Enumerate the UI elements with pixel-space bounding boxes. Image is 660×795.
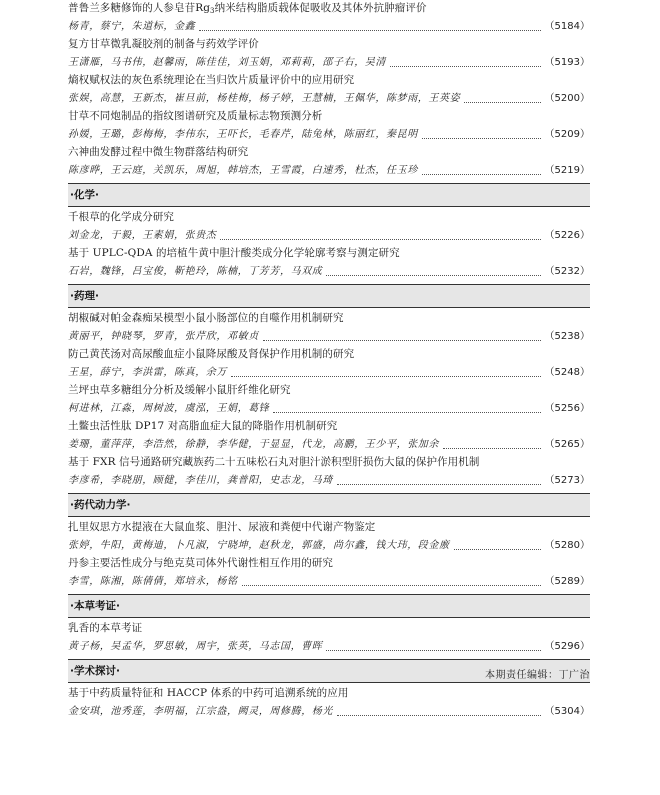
subscript: 3	[210, 7, 215, 15]
dot-leader	[326, 649, 540, 651]
article-title[interactable]: 乳香的本草考证	[68, 622, 143, 634]
byline	[68, 125, 590, 144]
page-number[interactable]: （5289）	[544, 576, 590, 587]
article-title-rest: 纳米结构脂质载体促吸收及其体外抗肿瘤评价	[214, 2, 427, 14]
authors: 杨青，蔡宁，朱道标，金鑫	[68, 21, 196, 32]
section-header: ·药代动力学·	[68, 493, 590, 517]
toc-entry[interactable]	[68, 108, 590, 144]
page-number[interactable]: （5248）	[544, 367, 590, 378]
authors: 李彦希，李晓朋，顾健，李佳川，龚普阳，史志龙，马琦	[68, 475, 333, 486]
article-title[interactable]: 千根草的化学成分研究	[68, 211, 174, 223]
dot-leader	[326, 274, 540, 276]
toc-entry[interactable]	[68, 209, 590, 245]
toc-entry[interactable]	[68, 245, 590, 281]
page-number[interactable]: （5273）	[544, 475, 590, 486]
section-header: ·药理·	[68, 284, 590, 308]
section-header: ·学术探讨·	[68, 659, 590, 683]
article-title[interactable]: 扎里奴思方水提液在大鼠血浆、胆汁、尿液和粪便中代谢产物鉴定	[68, 521, 376, 533]
toc-entry[interactable]	[68, 382, 590, 418]
authors: 石岩，魏锋，吕宝俊，靳艳玲，陈楠，丁芳芳，马双成	[68, 266, 323, 277]
authors: 金安琪，池秀莲，李明福，江宗盎，阙灵，周修腾，杨光	[68, 706, 333, 717]
dot-leader	[273, 411, 540, 413]
table-of-contents	[68, 0, 590, 721]
article-title-text: 普鲁兰多糖修饰的人参皂苷	[68, 2, 196, 14]
byline	[68, 226, 590, 245]
toc-entry[interactable]	[68, 454, 590, 490]
article-title[interactable]: 六神曲发酵过程中微生物群落结构研究	[68, 146, 249, 158]
byline	[68, 17, 590, 36]
dot-leader	[199, 29, 540, 31]
byline	[68, 399, 590, 418]
byline	[68, 89, 590, 108]
page-number[interactable]: （5280）	[544, 540, 590, 551]
toc-entry[interactable]	[68, 346, 590, 382]
toc-entry[interactable]	[68, 555, 590, 591]
article-title[interactable]: 基于 FXR 信号通路研究藏族药二十五味松石丸对胆汁淤积型肝损伤大鼠的保护作用机制	[68, 456, 480, 468]
section-header: ·本草考证·	[68, 594, 590, 618]
article-title[interactable]: 土鳖虫活性肽 DP17 对高脂血症大鼠的降脂作用机制研究	[68, 420, 338, 432]
authors: 李雪，陈湘，陈倩倩，郑培永，杨铭	[68, 576, 238, 587]
byline	[68, 262, 590, 281]
authors: 刘金龙，于毅，王素娟，张贵杰	[68, 230, 217, 241]
page-number[interactable]: （5304）	[544, 706, 590, 717]
toc-entry[interactable]	[68, 685, 590, 721]
byline	[68, 702, 590, 721]
byline	[68, 471, 590, 490]
toc-entry[interactable]	[68, 519, 590, 555]
authors: 孙媛，王璐，彭梅梅，李伟东，王吓长，毛春芹，陆兔林，陈丽红，秦昆明	[68, 129, 418, 140]
dot-leader	[220, 238, 540, 240]
toc-entry[interactable]	[68, 418, 590, 454]
dot-leader	[337, 483, 541, 485]
byline	[68, 53, 590, 72]
dot-leader	[443, 447, 541, 449]
article-title[interactable]: 兰坪虫草多糖组分分析及缓解小鼠肝纤维化研究	[68, 384, 291, 396]
dot-leader	[242, 584, 541, 586]
authors: 张婷，牛阳，黄梅迪，卜凡淑，宁晓坤，赵秋龙，郭盛，尚尔鑫，钱大玮，段金廒	[68, 540, 450, 551]
authors: 王潇雁，马书伟，赵馨雨，陈佳佳，刘玉娟，邓莉莉，邵子右，吴清	[68, 57, 386, 68]
page-number[interactable]: （5296）	[544, 641, 590, 652]
responsible-editor: 本期责任编辑：丁广治	[485, 670, 590, 681]
ginsenoside-symbol: Rg	[195, 2, 211, 14]
dot-leader	[231, 375, 541, 377]
authors: 姜珊，董萍萍，李浩然，徐静，李华健，于显显，代龙，高鹏，王少平，张加余	[68, 439, 439, 450]
authors: 柯进林，江淼，周树波，虞泓，王娟，葛锋	[68, 403, 270, 414]
byline	[68, 536, 590, 555]
toc-entry[interactable]	[68, 620, 590, 656]
page-number[interactable]: （5226）	[544, 230, 590, 241]
dot-leader	[464, 101, 540, 103]
authors: 张娱，高慧，王新杰，崔旦前，杨桂梅，杨子婷，王慧楠，王佩华，陈梦雨，王英姿	[68, 93, 461, 104]
page-number[interactable]: （5193）	[544, 57, 590, 68]
article-title[interactable]: 防己黄芪汤对高尿酸血症小鼠降尿酸及肾保护作用机制的研究	[68, 348, 355, 360]
article-title[interactable]	[68, 0, 590, 17]
page-number[interactable]: （5232）	[544, 266, 590, 277]
page-number[interactable]: （5219）	[544, 165, 590, 176]
byline	[68, 572, 590, 591]
authors: 黄子杨，吴孟华，罗思敏，周宇，张英，马志国，曹晖	[68, 641, 323, 652]
byline	[68, 161, 590, 180]
page-number[interactable]: （5238）	[544, 331, 590, 342]
toc-entry[interactable]	[68, 36, 590, 72]
authors: 黄丽平，钟晓琴，罗青，张芹欣，邓敏贞	[68, 331, 259, 342]
page-number[interactable]: （5184）	[544, 21, 590, 32]
byline	[68, 327, 590, 346]
article-title[interactable]: 复方甘草微乳凝胶剂的制备与药效学评价	[68, 38, 259, 50]
dot-leader	[454, 548, 541, 550]
authors: 陈彦晔，王云庭，关凯乐，周旭，韩培杰，王雪霞，白速秀，杜杰，任玉珍	[68, 165, 418, 176]
dot-leader	[390, 65, 541, 67]
byline	[68, 637, 590, 656]
page-number[interactable]: （5256）	[544, 403, 590, 414]
article-title[interactable]: 基于 UPLC-QDA 的培植牛黄中胆汁酸类成分化学轮廓考察与测定研究	[68, 247, 400, 259]
section-header: ·化学·	[68, 183, 590, 207]
byline	[68, 363, 590, 382]
byline	[68, 435, 590, 454]
article-title[interactable]: 熵权赋权法的灰色系统理论在当归饮片质量评价中的应用研究	[68, 74, 355, 86]
toc-entry[interactable]	[68, 72, 590, 108]
page-number[interactable]: （5200）	[544, 93, 590, 104]
authors: 王星，薛宁，李洪雷，陈真，余万	[68, 367, 227, 378]
dot-leader	[422, 137, 541, 139]
article-title[interactable]: 胡椒碱对帕金森痴呆模型小鼠小肠部位的自噬作用机制研究	[68, 312, 344, 324]
toc-entry[interactable]	[68, 0, 590, 36]
toc-entry[interactable]	[68, 310, 590, 346]
article-title[interactable]: 甘草不同炮制品的指纹图谱研究及质量标志物预测分析	[68, 110, 323, 122]
dot-leader	[263, 339, 541, 341]
page-number[interactable]: （5265）	[544, 439, 590, 450]
article-title[interactable]: 基于中药质量特征和 HACCP 体系的中药可追溯系统的应用	[68, 687, 349, 699]
page-number[interactable]: （5209）	[544, 129, 590, 140]
toc-entry[interactable]	[68, 144, 590, 180]
dot-leader	[337, 714, 541, 716]
dot-leader	[422, 173, 541, 175]
article-title[interactable]: 丹参主要活性成分与绝克莫司体外代谢性相互作用的研究	[68, 557, 333, 569]
